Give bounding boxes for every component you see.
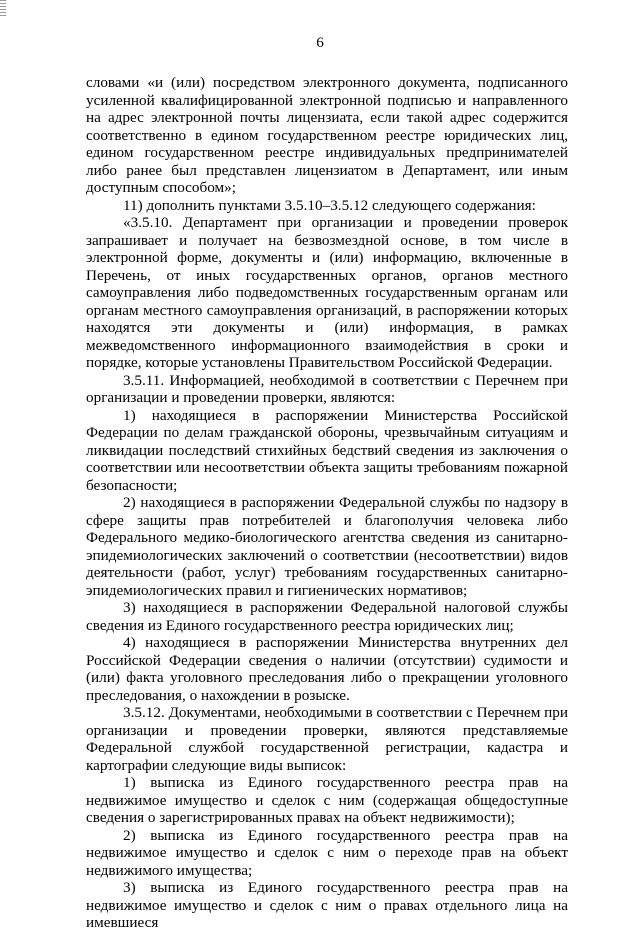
- page-number: 6: [316, 34, 324, 51]
- paragraph: 1) находящиеся в распоряжении Министерства Российской Федерации по делам гражданской обороны, чрезвычайным ситуациям и ликвидации последствий стихийных бедствий сведения из заключения о соответствии или несоответствии объекта защиты требованиям пожарной безопасности;: [86, 406, 568, 494]
- paragraph: 3) находящиеся в распоряжении Федеральной налоговой службы сведения из Единого государственного реестра юридических лиц;: [86, 599, 568, 634]
- paragraph: словами «и (или) посредством электронного документа, подписанного усиленной квалифицированной электронной подписью и направленного на адрес электронной почты лицензиата, если такой адрес содержится соответственно в едином государственном реестре юридических лиц, едином государственном реестре индивидуальных предпринимателей либо ранее был представлен лицензиатом в Департамент, или иным доступным способом»;: [86, 74, 568, 196]
- document-body: [86, 74, 568, 932]
- paragraph: 1) выписка из Единого государственного реестра прав на недвижимое имущество и сделок с ним (содержащая общедоступные сведения о зарегистрированных правах на объект недвижимости);: [86, 774, 568, 826]
- paragraph: 2) выписка из Единого государственного реестра прав на недвижимое имущество и сделок с ним о переходе прав на объект недвижимого имущества;: [86, 826, 568, 879]
- paragraph: 11) дополнить пунктами 3.5.10–3.5.12 следующего содержания:: [123, 196, 536, 214]
- paragraph: 3.5.11. Информацией, необходимой в соответствии с Перечнем при организации и проведении проверки, являются:: [86, 371, 568, 406]
- paragraph: «3.5.10. Департамент при организации и проведении проверок запрашивает и получает на безвозмездной основе, в том числе в электронной форме, документы и (или) информацию, включенные в Перечень, от иных государственных органов, органов местного самоуправления либо подведомственных государственным органам или органам местного самоуправления организаций, в распоряжении которых находятся эти документы и (или) информация, в рамках межведомственного информационного взаимодействия в сроки и порядке, которые установлены Правительством Российской Федерации.: [86, 214, 568, 371]
- paragraph: 3) выписка из Единого государственного реестра прав на недвижимое имущество и сделок с ним о правах отдельного лица на имевшиеся: [86, 879, 568, 931]
- paragraph: 2) находящиеся в распоряжении Федеральной службы по надзору в сфере защиты прав потребителей и благополучия человека либо Федерального медико-биологического агентства сведения из санитарно-эпидемиологических заключений о соответствии (несоответствии) видов деятельности (работ, услуг) требованиям государственных санитарно-эпидемиологических правил и гигиенических нормативов;: [86, 494, 568, 599]
- paragraph: 3.5.12. Документами, необходимыми в соответствии с Перечнем при организации и проведении проверки, являются представляемые Федеральной службой государственной регистрации, кадастра и картографии следующие виды выписок:: [86, 704, 568, 774]
- scan-edge-mark: [0, 0, 6, 16]
- paragraph: 4) находящиеся в распоряжении Министерства внутренних дел Российской Федерации сведения о наличии (отсутствии) судимости и (или) факта уголовного преследования либо о прекращении уголовного преследования, о нахождении в розыске.: [86, 634, 568, 704]
